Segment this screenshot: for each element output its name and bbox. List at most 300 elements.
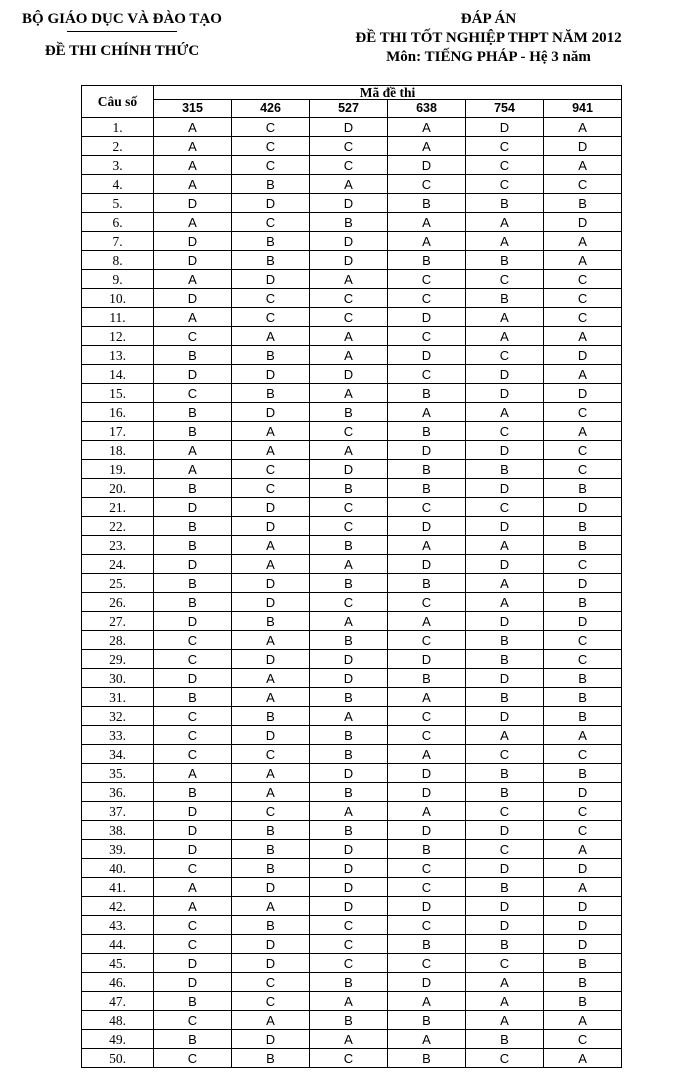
answer-cell: D	[310, 764, 388, 783]
answer-cell: D	[466, 707, 544, 726]
answer-cell: D	[154, 612, 232, 631]
answer-cell: B	[544, 707, 622, 726]
table-row	[82, 897, 622, 916]
answer-cell: C	[466, 422, 544, 441]
answer-cell: A	[466, 403, 544, 422]
answer-cell: A	[310, 270, 388, 289]
table-row	[82, 251, 622, 270]
answer-cell: B	[310, 1011, 388, 1030]
answer-cell: C	[544, 631, 622, 650]
answer-cell: A	[154, 213, 232, 232]
table-row	[82, 137, 622, 156]
question-number: 26.	[82, 593, 154, 612]
question-number: 44.	[82, 935, 154, 954]
answer-cell: D	[544, 137, 622, 156]
answer-cell: D	[388, 308, 466, 327]
answer-cell: A	[466, 992, 544, 1011]
answer-cell: C	[310, 954, 388, 973]
answer-cell: A	[154, 156, 232, 175]
answer-cell: D	[544, 916, 622, 935]
answer-cell: A	[232, 327, 310, 346]
answer-cell: D	[310, 859, 388, 878]
answer-cell: B	[544, 517, 622, 536]
table-row	[82, 555, 622, 574]
answer-cell: D	[310, 118, 388, 137]
answer-cell: A	[310, 327, 388, 346]
answer-cell: D	[232, 498, 310, 517]
question-number: 23.	[82, 536, 154, 555]
table-row	[82, 422, 622, 441]
answer-cell: B	[466, 650, 544, 669]
answer-cell: D	[232, 593, 310, 612]
table-row	[82, 783, 622, 802]
answer-cell: A	[154, 308, 232, 327]
table-row	[82, 232, 622, 251]
answer-cell: B	[154, 517, 232, 536]
answer-cell: C	[232, 992, 310, 1011]
table-row	[82, 650, 622, 669]
answer-cell: B	[154, 783, 232, 802]
answer-cell: D	[466, 859, 544, 878]
answer-cell: B	[544, 479, 622, 498]
answer-cell: C	[232, 213, 310, 232]
question-number: 7.	[82, 232, 154, 251]
answer-cell: A	[388, 688, 466, 707]
answer-cell: A	[232, 688, 310, 707]
answer-cell: D	[154, 232, 232, 251]
answer-cell: B	[154, 479, 232, 498]
question-column-header: Câu số	[82, 86, 154, 118]
answer-cell: D	[388, 897, 466, 916]
answer-cell: C	[232, 137, 310, 156]
answer-cell: B	[232, 384, 310, 403]
question-number: 50.	[82, 1049, 154, 1068]
answer-cell: D	[154, 669, 232, 688]
question-number: 11.	[82, 308, 154, 327]
answer-cell: D	[466, 669, 544, 688]
question-number: 5.	[82, 194, 154, 213]
exam-code: 527	[310, 100, 388, 118]
question-number: 31.	[82, 688, 154, 707]
answer-cell: B	[310, 403, 388, 422]
answer-cell: A	[310, 1030, 388, 1049]
answer-cell: C	[466, 954, 544, 973]
answer-cell: C	[544, 1030, 622, 1049]
answer-cell: A	[232, 669, 310, 688]
answer-cell: D	[154, 973, 232, 992]
answer-cell: C	[466, 802, 544, 821]
question-number: 32.	[82, 707, 154, 726]
answer-cell: C	[388, 859, 466, 878]
answer-cell: D	[466, 441, 544, 460]
answer-cell: B	[310, 574, 388, 593]
answer-cell: D	[544, 384, 622, 403]
question-number: 20.	[82, 479, 154, 498]
answer-cell: B	[388, 574, 466, 593]
table-row	[82, 916, 622, 935]
answer-cell: A	[154, 878, 232, 897]
answer-cell: C	[310, 935, 388, 954]
answer-cell: C	[466, 346, 544, 365]
answer-cell: B	[466, 764, 544, 783]
answer-cell: D	[154, 821, 232, 840]
answer-cell: C	[544, 821, 622, 840]
answer-cell: B	[544, 992, 622, 1011]
answer-cell: C	[154, 1011, 232, 1030]
answer-cell: C	[310, 593, 388, 612]
answer-cell: B	[466, 289, 544, 308]
answer-cell: C	[310, 289, 388, 308]
answer-cell: C	[388, 498, 466, 517]
answer-cell: A	[544, 1011, 622, 1030]
answer-cell: B	[154, 346, 232, 365]
answer-cell: B	[232, 232, 310, 251]
answer-cell: B	[466, 460, 544, 479]
answer-cell: B	[310, 783, 388, 802]
answer-cell: A	[388, 745, 466, 764]
question-number: 6.	[82, 213, 154, 232]
answer-cell: A	[154, 764, 232, 783]
answer-cell: B	[232, 175, 310, 194]
answer-cell: B	[388, 1011, 466, 1030]
answer-cell: C	[388, 289, 466, 308]
question-number: 13.	[82, 346, 154, 365]
answer-cell: C	[388, 631, 466, 650]
answer-cell: D	[154, 251, 232, 270]
answer-cell: D	[466, 555, 544, 574]
answer-cell: B	[310, 821, 388, 840]
answer-cell: B	[232, 859, 310, 878]
answer-cell: A	[466, 232, 544, 251]
answer-cell: A	[544, 232, 622, 251]
answer-cell: C	[388, 707, 466, 726]
answer-cell: A	[310, 175, 388, 194]
answer-cell: B	[232, 612, 310, 631]
answer-cell: B	[232, 1049, 310, 1068]
answer-cell: D	[232, 954, 310, 973]
answer-cell: A	[388, 536, 466, 555]
answer-cell: A	[154, 137, 232, 156]
answer-cell: A	[154, 460, 232, 479]
answer-cell: A	[388, 403, 466, 422]
answer-cell: B	[154, 593, 232, 612]
answer-cell: C	[154, 726, 232, 745]
answer-cell: D	[310, 669, 388, 688]
answer-cell: B	[310, 536, 388, 555]
answer-cell: C	[466, 156, 544, 175]
question-number: 29.	[82, 650, 154, 669]
answer-cell: D	[544, 574, 622, 593]
answer-cell: D	[310, 365, 388, 384]
answer-cell: B	[232, 821, 310, 840]
exam-code: 638	[388, 100, 466, 118]
question-number: 38.	[82, 821, 154, 840]
answer-cell: B	[466, 194, 544, 213]
answer-cell: A	[388, 612, 466, 631]
answer-cell: C	[154, 1049, 232, 1068]
answer-cell: D	[466, 517, 544, 536]
answer-cell: C	[388, 365, 466, 384]
answer-cell: D	[544, 213, 622, 232]
answer-table	[81, 85, 622, 1068]
exam-code: 315	[154, 100, 232, 118]
answer-cell: C	[544, 441, 622, 460]
question-number: 14.	[82, 365, 154, 384]
question-number: 24.	[82, 555, 154, 574]
answer-cell: A	[388, 802, 466, 821]
table-row	[82, 213, 622, 232]
question-number: 41.	[82, 878, 154, 897]
answer-cell: D	[232, 365, 310, 384]
answer-cell: A	[466, 536, 544, 555]
answer-cell: D	[466, 612, 544, 631]
answer-cell: D	[232, 270, 310, 289]
answer-cell: A	[232, 422, 310, 441]
answer-cell: C	[544, 289, 622, 308]
answer-cell: A	[544, 251, 622, 270]
answer-cell: D	[466, 365, 544, 384]
answer-cell: A	[466, 574, 544, 593]
question-number: 4.	[82, 175, 154, 194]
answer-cell: D	[544, 612, 622, 631]
exam-code: 941	[544, 100, 622, 118]
answer-cell: C	[310, 517, 388, 536]
answer-cell: D	[232, 726, 310, 745]
answer-cell: A	[388, 118, 466, 137]
answer-cell: B	[544, 688, 622, 707]
table-row	[82, 156, 622, 175]
answer-cell: C	[466, 175, 544, 194]
answer-cell: D	[232, 935, 310, 954]
answer-cell: B	[154, 1030, 232, 1049]
answer-cell: A	[154, 118, 232, 137]
answer-cell: D	[466, 384, 544, 403]
answer-cell: C	[154, 384, 232, 403]
answer-cell: B	[310, 745, 388, 764]
answer-cell: D	[310, 650, 388, 669]
answer-cell: A	[232, 555, 310, 574]
table-row	[82, 726, 622, 745]
answer-cell: B	[154, 422, 232, 441]
table-row	[82, 1030, 622, 1049]
answer-cell: D	[232, 403, 310, 422]
answer-cell: A	[232, 897, 310, 916]
answer-cell: A	[232, 631, 310, 650]
question-number: 17.	[82, 422, 154, 441]
exam-codes-row	[82, 100, 622, 118]
answer-cell: D	[310, 251, 388, 270]
answer-cell: D	[544, 935, 622, 954]
answer-cell: B	[466, 783, 544, 802]
question-number: 49.	[82, 1030, 154, 1049]
question-number: 42.	[82, 897, 154, 916]
question-number: 28.	[82, 631, 154, 650]
question-number: 48.	[82, 1011, 154, 1030]
answer-cell: B	[310, 631, 388, 650]
answer-cell: A	[388, 992, 466, 1011]
answer-cell: D	[466, 916, 544, 935]
table-row	[82, 1049, 622, 1068]
answer-cell: D	[388, 783, 466, 802]
answer-cell: A	[310, 992, 388, 1011]
answer-cell: B	[388, 251, 466, 270]
answer-cell: A	[544, 365, 622, 384]
answer-cell: A	[232, 441, 310, 460]
answer-cell: C	[232, 479, 310, 498]
answer-cell: C	[310, 308, 388, 327]
answer-cell: A	[388, 137, 466, 156]
question-number: 2.	[82, 137, 154, 156]
table-row	[82, 365, 622, 384]
official-label: ĐỀ THI CHÍNH THỨC	[44, 43, 200, 59]
answer-cell: C	[310, 498, 388, 517]
answer-cell: A	[154, 441, 232, 460]
answer-cell: D	[466, 118, 544, 137]
answer-cell: C	[232, 973, 310, 992]
answer-cell: B	[388, 460, 466, 479]
answer-cell: D	[232, 194, 310, 213]
answer-cell: B	[388, 422, 466, 441]
answer-cell: C	[544, 270, 622, 289]
answer-cell: D	[154, 498, 232, 517]
subject-name: Môn: TIẾNG PHÁP - Hệ 3 năm	[386, 49, 591, 65]
answer-cell: D	[544, 897, 622, 916]
table-row	[82, 118, 622, 137]
answer-cell: C	[310, 916, 388, 935]
table-row	[82, 574, 622, 593]
answer-cell: A	[544, 878, 622, 897]
answer-cell: A	[466, 327, 544, 346]
answer-cell: A	[310, 555, 388, 574]
question-number: 3.	[82, 156, 154, 175]
answer-cell: A	[544, 118, 622, 137]
answer-cell: D	[232, 574, 310, 593]
answer-cell: B	[154, 574, 232, 593]
page-title: ĐÁP ÁN	[460, 11, 517, 27]
answer-cell: C	[154, 650, 232, 669]
answer-cell: A	[310, 802, 388, 821]
answer-cell: A	[154, 175, 232, 194]
question-number: 27.	[82, 612, 154, 631]
question-number: 37.	[82, 802, 154, 821]
question-number: 12.	[82, 327, 154, 346]
table-row	[82, 384, 622, 403]
answer-cell: B	[466, 878, 544, 897]
answer-cell: D	[154, 954, 232, 973]
answer-cell: B	[544, 973, 622, 992]
answer-cell: B	[544, 669, 622, 688]
answer-cell: D	[154, 289, 232, 308]
answer-cell: B	[388, 479, 466, 498]
answer-cell: D	[388, 555, 466, 574]
question-number: 45.	[82, 954, 154, 973]
answer-cell: B	[388, 384, 466, 403]
answer-cell: C	[232, 460, 310, 479]
answer-cell: C	[544, 308, 622, 327]
table-row	[82, 479, 622, 498]
answer-cell: D	[388, 441, 466, 460]
table-row	[82, 593, 622, 612]
table-row	[82, 194, 622, 213]
exam-code-header: Mã đề thi	[154, 86, 622, 100]
ministry-name: BỘ GIÁO DỤC VÀ ĐÀO TẠO	[22, 11, 222, 27]
answer-cell: D	[154, 840, 232, 859]
answer-cell: C	[232, 308, 310, 327]
table-row	[82, 859, 622, 878]
header-divider	[67, 31, 177, 32]
answer-cell: C	[466, 1049, 544, 1068]
question-number: 30.	[82, 669, 154, 688]
answer-cell: C	[544, 555, 622, 574]
answer-cell: B	[388, 840, 466, 859]
answer-cell: B	[232, 346, 310, 365]
answer-cell: A	[232, 783, 310, 802]
answer-cell: C	[388, 954, 466, 973]
answer-cell: D	[544, 783, 622, 802]
table-row	[82, 441, 622, 460]
answer-cell: D	[310, 194, 388, 213]
answer-cell: B	[466, 251, 544, 270]
answer-cell: A	[544, 726, 622, 745]
answer-cell: C	[388, 593, 466, 612]
question-number: 16.	[82, 403, 154, 422]
answer-cell: C	[544, 403, 622, 422]
answer-cell: A	[388, 1030, 466, 1049]
table-row	[82, 327, 622, 346]
answer-cell: B	[544, 764, 622, 783]
answer-cell: A	[388, 232, 466, 251]
table-row	[82, 935, 622, 954]
answer-cell: A	[544, 1049, 622, 1068]
answer-cell: B	[388, 1049, 466, 1068]
table-row	[82, 403, 622, 422]
header-left	[0, 10, 244, 61]
answer-cell: D	[544, 346, 622, 365]
question-number: 1.	[82, 118, 154, 137]
answer-cell: C	[154, 745, 232, 764]
answer-cell: D	[310, 460, 388, 479]
answer-cell: D	[544, 859, 622, 878]
question-number: 43.	[82, 916, 154, 935]
answer-cell: C	[388, 878, 466, 897]
answer-cell: C	[154, 935, 232, 954]
answer-cell: A	[466, 973, 544, 992]
answer-cell: D	[388, 821, 466, 840]
answer-cell: C	[388, 327, 466, 346]
answer-cell: B	[388, 935, 466, 954]
table-row	[82, 289, 622, 308]
answer-cell: C	[154, 631, 232, 650]
answer-cell: C	[154, 707, 232, 726]
question-number: 25.	[82, 574, 154, 593]
answer-cell: A	[544, 156, 622, 175]
answer-cell: A	[310, 612, 388, 631]
question-number: 9.	[82, 270, 154, 289]
table-row	[82, 707, 622, 726]
question-number: 40.	[82, 859, 154, 878]
answer-cell: B	[544, 536, 622, 555]
answer-cell: D	[544, 498, 622, 517]
table-row	[82, 498, 622, 517]
answer-cell: A	[310, 441, 388, 460]
answer-cell: B	[310, 213, 388, 232]
answer-cell: A	[388, 213, 466, 232]
answer-cell: C	[388, 916, 466, 935]
answer-cell: B	[232, 251, 310, 270]
table-row	[82, 517, 622, 536]
answer-cell: D	[466, 479, 544, 498]
question-number: 18.	[82, 441, 154, 460]
